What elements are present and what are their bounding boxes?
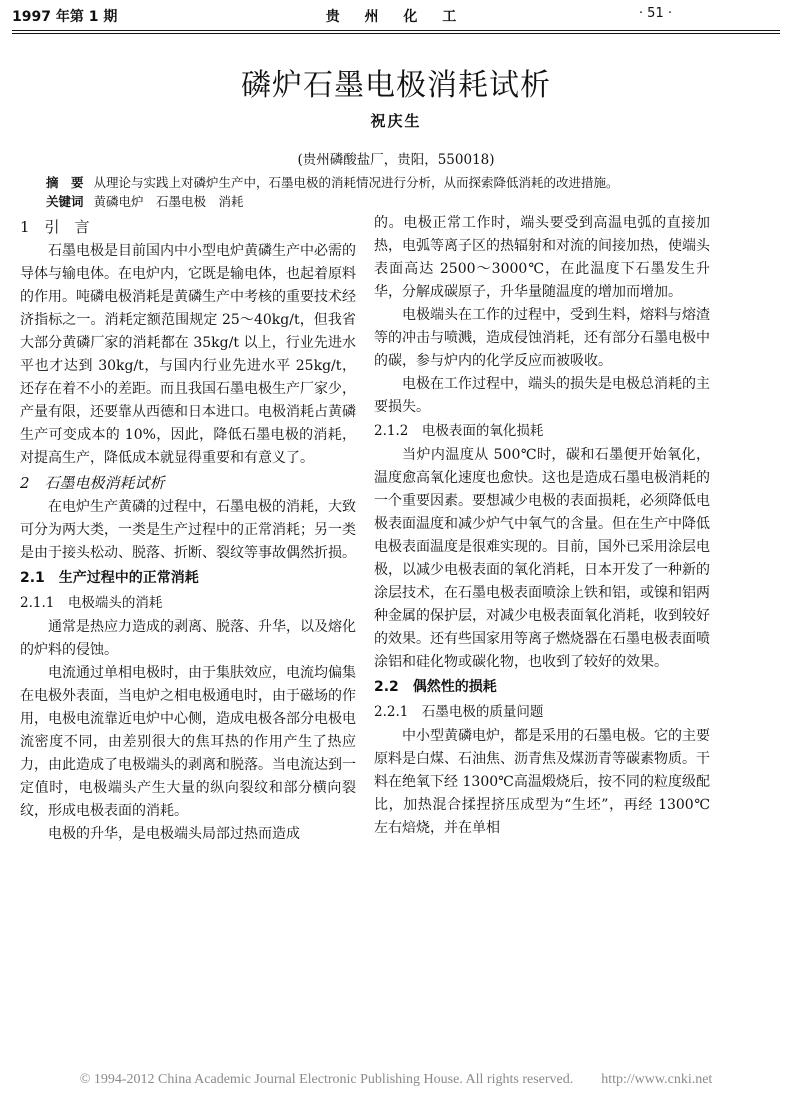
section-heading: 1 引 言: [20, 218, 90, 236]
page-number: · 51 ·: [638, 6, 672, 21]
issue-label: 1997 年第 1 期: [12, 9, 118, 25]
article-title: 磷炉石墨电极消耗试析: [241, 68, 551, 103]
paragraph: 中小型黄磷电炉，都是采用的石墨电极。它的主要原料是白煤、石油焦、沥青焦及煤沥青等碳素物质。干料在绝氧下经 1300℃高温煅烧后，按不同的粒度级配比，加热混合揉捏挤压成型为“生坯”，再经 1300℃左右焙烧，并在单相: [374, 728, 710, 836]
paragraph: 石墨电极是目前国内中小型电炉黄磷生产中必需的导体与输电体。在电炉内，它既是输电体，也起着原料的作用。吨磷电极消耗是黄磷生产中考核的重要技术经济指标之一。消耗定额范围规定 25～40kg/t，但我省大部分黄磷厂家的消耗都在 35kg/t 以上，行业先进水平也才达到 30kg/t，与国内行业先进水平 25kg/t，还存在着不小的差距。而且我国石墨电极生产厂家少，产量有限，还要靠从西德和日本进口。电极消耗占黄磷生产可变成本的 10%，因此，降低石墨电极的消耗，对提高生产，降低成本就显得重要和有意义了。: [20, 243, 356, 466]
running-header: [0, 0, 792, 40]
author-affiliation: (贵州磷酸盐厂，贵阳，550018): [297, 152, 495, 168]
abstract-label: 摘 要: [46, 175, 84, 190]
article-author: 祝庆生: [370, 112, 422, 130]
paragraph: 通常是热应力造成的剥离、脱落、升华，以及熔化的炉料的侵蚀。: [20, 619, 356, 658]
header-rule-top: [12, 30, 780, 31]
abstract-text: 从理论与实践上对磷炉生产中，石墨电极的消耗情况进行分析，从而探索降低消耗的改进措施。: [93, 175, 619, 190]
subsubsection-heading: 2.1.2 电极表面的氧化损耗: [374, 423, 544, 439]
journal-name: 贵 州 化 工: [325, 9, 467, 25]
paragraph: 在电炉生产黄磷的过程中，石墨电极的消耗，大致可分为两大类，一类是生产过程中的正常消耗；另一类是由于接头松动、脱落、折断、裂纹等事故偶然折损。: [20, 499, 356, 561]
right-column: [374, 212, 710, 840]
paragraph: 电极端头在工作的过程中，受到生料，熔料与熔渣等的冲击与喷溅，造成侵蚀消耗，还有部分石墨电极中的碳，参与炉内的化学反应而被吸收。: [374, 307, 710, 369]
abstract: [46, 174, 746, 192]
subsection-heading: 2.2 偶然性的损耗: [374, 679, 497, 695]
keywords-label: 关键词: [46, 194, 84, 209]
copyright-footer: © 1994-2012 China Academic Journal Electronic Publishing House. All rights reserved. http://www.cnki.net: [79, 1072, 713, 1087]
keywords: [46, 193, 746, 211]
paragraph: 电流通过单相电极时，由于集肤效应，电流均偏集在电极外表面，当电炉之相电极通电时，由于磁场的作用，电极电流靠近电炉中心侧，造成电极各部分电极电流密度不同，由差别很大的焦耳热的作用产生了热应力，由此造成了电极端头的剥离和脱落。当电流达到一定值时，电极端头产生大量的纵向裂纹和部分横向裂纹，形成电极表面的消耗。: [20, 665, 356, 819]
subsubsection-heading: 2.1.1 电极端头的消耗: [20, 595, 163, 611]
subsection-heading: 2.1 生产过程中的正常消耗: [20, 570, 199, 586]
paragraph: 电极的升华，是电极端头局部过热而造成: [48, 826, 300, 842]
paragraph: 的。电极正常工作时，端头要受到高温电弧的直接加热，电弧等离子区的热辐射和对流的间接加热，使端头表面高达 2500～3000℃，在此温度下石墨发生升华，分解成碳原子，升华量随温度的增加而增加。: [374, 215, 710, 300]
section-heading: 2 石墨电极消耗试析: [20, 474, 165, 492]
header-rule-bottom: [12, 33, 780, 34]
paragraph: 当炉内温度从 500℃时，碳和石墨便开始氧化，温度愈高氧化速度也愈快。这也是造成石墨电极消耗的一个重要因素。要想减少电极的表面损耗，必须降低电极表面温度和减少炉气中氧气的含量。但在生产中降低电极表面温度是很难实现的。目前，国外已采用涂层电极，以减少电极表面的氧化消耗，日本开发了一种新的涂层技术，在石墨电极表面喷涂上铁和铝，或镍和铝两种金属的保护层，对减少电极表面氧化消耗，收到较好的效果。还有些国家用等离子燃烧器在石墨电极表面喷涂铝和硅化物或碳化物，也收到了较好的效果。: [374, 447, 710, 670]
subsubsection-heading: 2.2.1 石墨电极的质量问题: [374, 704, 544, 720]
keywords-text: 黄磷电炉 石墨电极 消耗: [93, 194, 244, 209]
paragraph: 电极在工作过程中，端头的损失是电极总消耗的主要损失。: [374, 376, 710, 415]
left-column: [20, 214, 356, 846]
